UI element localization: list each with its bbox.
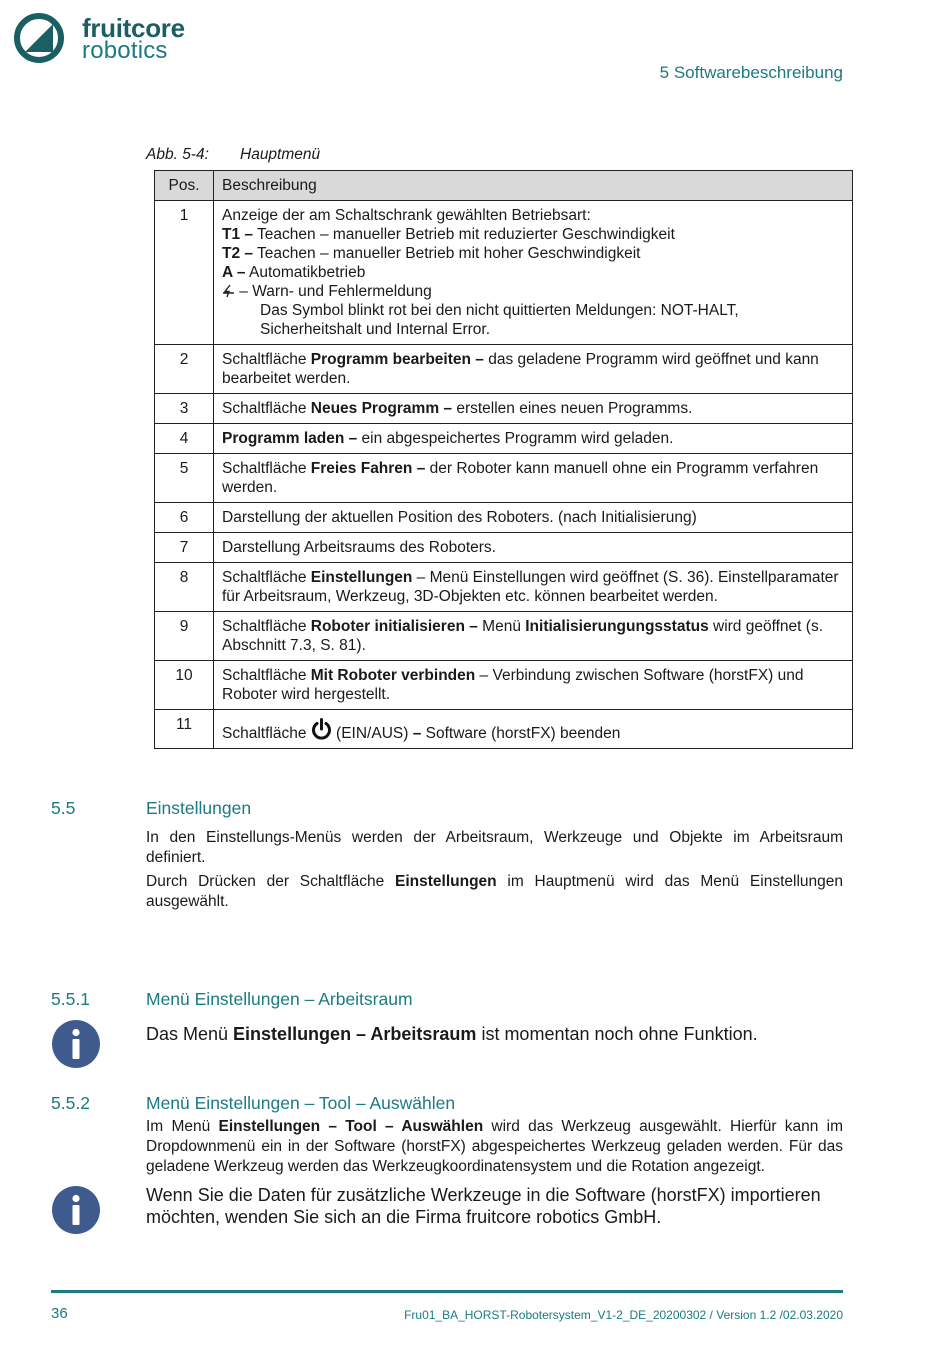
logo-word-fruitcore: fruitcore — [82, 13, 185, 43]
header-description: Beschreibung — [214, 171, 853, 201]
cell-description: Schaltfläche Freies Fahren – der Roboter kann manuell ohne ein Programm verfahren werden. — [214, 454, 853, 503]
figure-number: Abb. 5-4: — [146, 146, 209, 163]
cell-pos: 7 — [155, 533, 214, 563]
figure-caption — [146, 146, 320, 164]
cell-description: Schaltfläche Einstellungen – Menü Einstellungen wird geöffnet (S. 36). Einstellparamater für Arbeitsraum, Werkzeug, 3D-Objekten etc. können bearbeitet werden. — [214, 563, 853, 612]
cell-description: Schaltfläche Roboter initialisieren – Menü Initialisierungungsstatus wird geöffnet (s. Abschnitt 7.3, S. 81). — [214, 612, 853, 661]
cell-pos: 11 — [155, 710, 214, 749]
cell-description: Darstellung der aktuellen Position des Roboters. (nach Initialisierung) — [214, 503, 853, 533]
paragraph: In den Einstellungs-Menüs werden der Arbeitsraum, Werkzeuge und Objekte im Arbeitsraum definiert. — [146, 829, 843, 866]
cell-pos: 10 — [155, 661, 214, 710]
info-icon — [52, 1020, 100, 1068]
cell-pos: 5 — [155, 454, 214, 503]
chapter-header: 5 Softwarebeschreibung — [659, 63, 843, 82]
cell-pos: 6 — [155, 503, 214, 533]
table-row — [155, 533, 853, 563]
table-row — [155, 424, 853, 454]
cell-description: Schaltfläche Mit Roboter verbinden – Verbindung zwischen Software (horstFX) und Roboter wird hergestellt. — [214, 661, 853, 710]
cell-pos: 9 — [155, 612, 214, 661]
table-row — [155, 345, 853, 394]
table-row — [155, 661, 853, 710]
cell-description: Schaltfläche Programm bearbeiten – das geladene Programm wird geöffnet und kann bearbeitet werden. — [214, 345, 853, 394]
table-row — [155, 454, 853, 503]
cell-description: Darstellung Arbeitsraums des Roboters. — [214, 533, 853, 563]
note-text: Das Menü Einstellungen – Arbeitsraum ist momentan noch ohne Funktion. — [146, 1024, 758, 1044]
cell-pos: 8 — [155, 563, 214, 612]
position-table — [154, 170, 853, 749]
cell-description: Schaltfläche Neues Programm – erstellen eines neuen Programms. — [214, 394, 853, 424]
cell-pos: 3 — [155, 394, 214, 424]
cell-pos: 4 — [155, 424, 214, 454]
cell-description: Programm laden – ein abgespeichertes Programm wird geladen. — [214, 424, 853, 454]
cell-description: Schaltfläche (EIN/AUS) – Software (horstFX) beenden — [214, 710, 853, 749]
table-row — [155, 710, 853, 749]
document-id: Fru01_BA_HORST-Robotersystem_V1-2_DE_20200302 / Version 1.2 /02.03.2020 — [404, 1308, 843, 1322]
table-body — [155, 201, 853, 749]
note-text: Wenn Sie die Daten für zusätzliche Werkzeuge in die Software (horstFX) importieren möchten, wenden Sie sich an die Firma fruitcore robotics GmbH. — [146, 1185, 821, 1227]
section-title: Menü Einstellungen – Tool – Auswählen — [146, 1093, 456, 1113]
footer-rule — [51, 1290, 843, 1293]
warning-lightning-icon — [222, 284, 235, 298]
paragraph: Durch Drücken der Schaltfläche Einstellungen im Hauptmenü wird das Menü Einstellungen ausgewählt. — [146, 873, 843, 910]
logo-word-robotics: robotics — [82, 37, 168, 64]
cell-pos: 2 — [155, 345, 214, 394]
section-number: 5.5 — [51, 798, 76, 818]
table-row — [155, 612, 853, 661]
cell-description: Anzeige der am Schaltschrank gewählten Betriebsart: T1 – Teachen – manueller Betrieb mit reduzierter Geschwindigkeit T2 – Teachen – manueller Betrieb mit hoher Geschwindigkeit A – Automatikbetrieb – Warn- und Fehlermeldung Das Symbol blinkt rot bei den nicht quittierten Meldungen: NOT-HALT, Sicherheitshalt und Internal Error. — [214, 201, 853, 345]
table-row — [155, 503, 853, 533]
figure-title: Hauptmenü — [240, 146, 321, 163]
company-logo — [14, 13, 185, 65]
section-title: Einstellungen — [146, 798, 252, 818]
table-row — [155, 563, 853, 612]
page-number: 36 — [51, 1305, 68, 1322]
section-number: 5.5.1 — [51, 989, 90, 1009]
table-header-row — [155, 171, 853, 201]
cell-pos: 1 — [155, 201, 214, 345]
table-row — [155, 201, 853, 345]
table-row — [155, 394, 853, 424]
paragraph: Im Menü Einstellungen – Tool – Auswählen wird das Werkzeug ausgewählt. Hierfür kann im Dropdownmenü ein in der Software (horstFX) abgespeichertes Werkzeug geladen werden. Für das geladene Werkzeug werden das Werkzeugkoordinatensystem und die Rotation angezeigt. — [146, 1118, 844, 1175]
power-icon — [311, 718, 332, 741]
header-pos: Pos. — [155, 171, 214, 201]
section-number: 5.5.2 — [51, 1093, 90, 1113]
section-title: Menü Einstellungen – Arbeitsraum — [146, 989, 413, 1009]
logo-mark-icon — [14, 13, 64, 63]
info-icon — [52, 1186, 100, 1234]
